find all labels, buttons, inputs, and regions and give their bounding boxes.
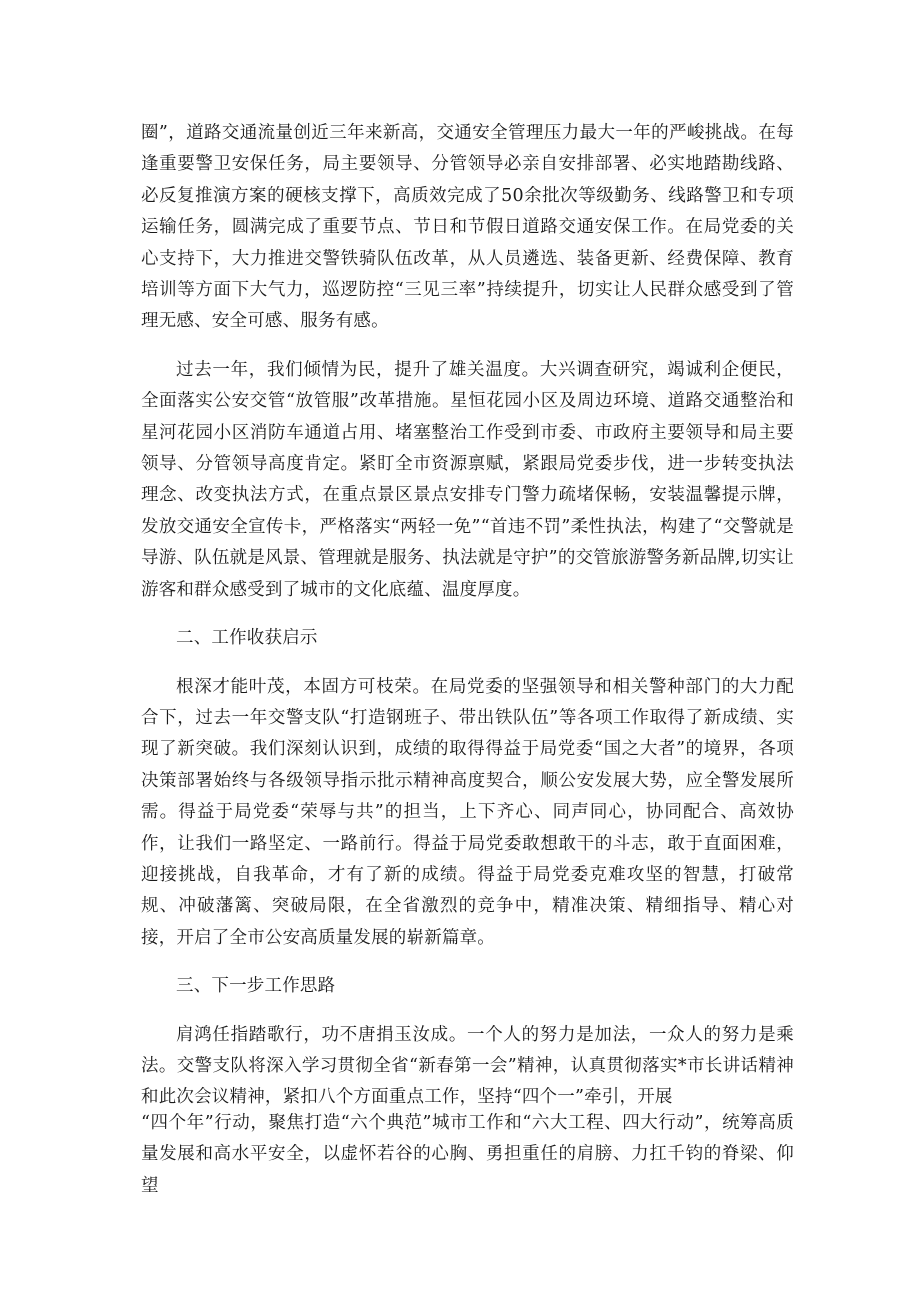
paragraph-work-insights: 根深才能叶茂，本固方可枝荣。在局党委的坚强领导和相关警种部门的大力配合下，过去一年交警支队“打造钢班子、带出铁队伍”等各项工作取得了新成绩、实现了新突破。我们深刻认识到，成绩的取得得益于局党委“国之大者”的境界，各项决策部署始终与各级领导指示批示精神高度契合，顺公安发展大势，应全警发展所需。得益于局党委“荣辱与共”的担当，上下齐心、同声同心，协同配合、高效协作，让我们一路坚定、一路前行。得益于局党委敢想敢干的斗志，敢于直面困难，迎接挑战，自我革命，才有了新的成绩。得益于局党委克难攻坚的智慧，打破常规、冲破藩篱、突破局限，在全省激烈的竞争中，精准决策、精细指导、精心对接，开启了全市公安高质量发展的崭新篇章。: [141, 676, 794, 948]
section-heading-work-insights: 二、工作收获启示: [176, 628, 318, 649]
paragraph-next-steps: 肩鸿任指踏歌行，功不唐捐玉汝成。一个人的努力是加法，一众人的努力是乘法。交警支队将深入学习贯彻全省“新春第一会”精神，认真贯彻落实*市长讲话精神和此次会议精神，紧扣八个方面重点工作，坚持“四个一”牵引，开展: [141, 1024, 794, 1108]
paragraph-traffic-security: 圈”，道路交通流量创近三年来新高，交通安全管理压力最大一年的严峻挑战。在每逢重要警卫安保任务，局主要领导、分管领导必亲自安排部署、必实地踏勘线路、必反复推演方案的硬核支撑下，高质效完成了50余批次等级勤务、线路警卫和专项运输任务，圆满完成了重要节点、节日和节假日道路交通安保工作。在局党委的关心支持下，大力推进交警铁骑队伍改革，从人员遴选、装备更新、经费保障、教育培训等方面下大气力，巡逻防控“三见三率”持续提升，切实让人民群众感受到了管理无感、安全可感、服务有感。: [141, 123, 794, 332]
paragraph-serving-people: 过去一年，我们倾情为民，提升了雄关温度。大兴调查研究，竭诚利企便民，全面落实公安交管“放管服”改革措施。星恒花园小区及周边环境、道路交通整治和星河花园小区消防车通道占用、堵塞整治工作受到市委、市政府主要领导和局主要领导、分管领导高度肯定。紧盯全市资源禀赋，紧跟局党委步伐，进一步转变执法理念、改变执法方式，在重点景区景点安排专门警力疏堵保畅，安装温馨提示牌，发放交通安全宣传卡，严格落实“两轻一免”“首违不罚”柔性执法，构建了“交警就是导游、队伍就是风景、管理就是服务、执法就是守护”的交管旅游警务新品牌,切实让游客和群众感受到了城市的文化底蕴、温度厚度。: [141, 359, 794, 600]
document-body: [141, 118, 794, 1131]
section-heading-next-steps: 三、下一步工作思路: [176, 976, 336, 997]
continued-paragraph-tail: “四个年”行动，聚焦打造“六个典范”城市工作和“六大工程、四大行动”，统筹高质量发展和高水平安全，以虚怀若谷的心胸、勇担重任的肩膀、力扛千钧的脊梁、仰望: [141, 1113, 794, 1196]
